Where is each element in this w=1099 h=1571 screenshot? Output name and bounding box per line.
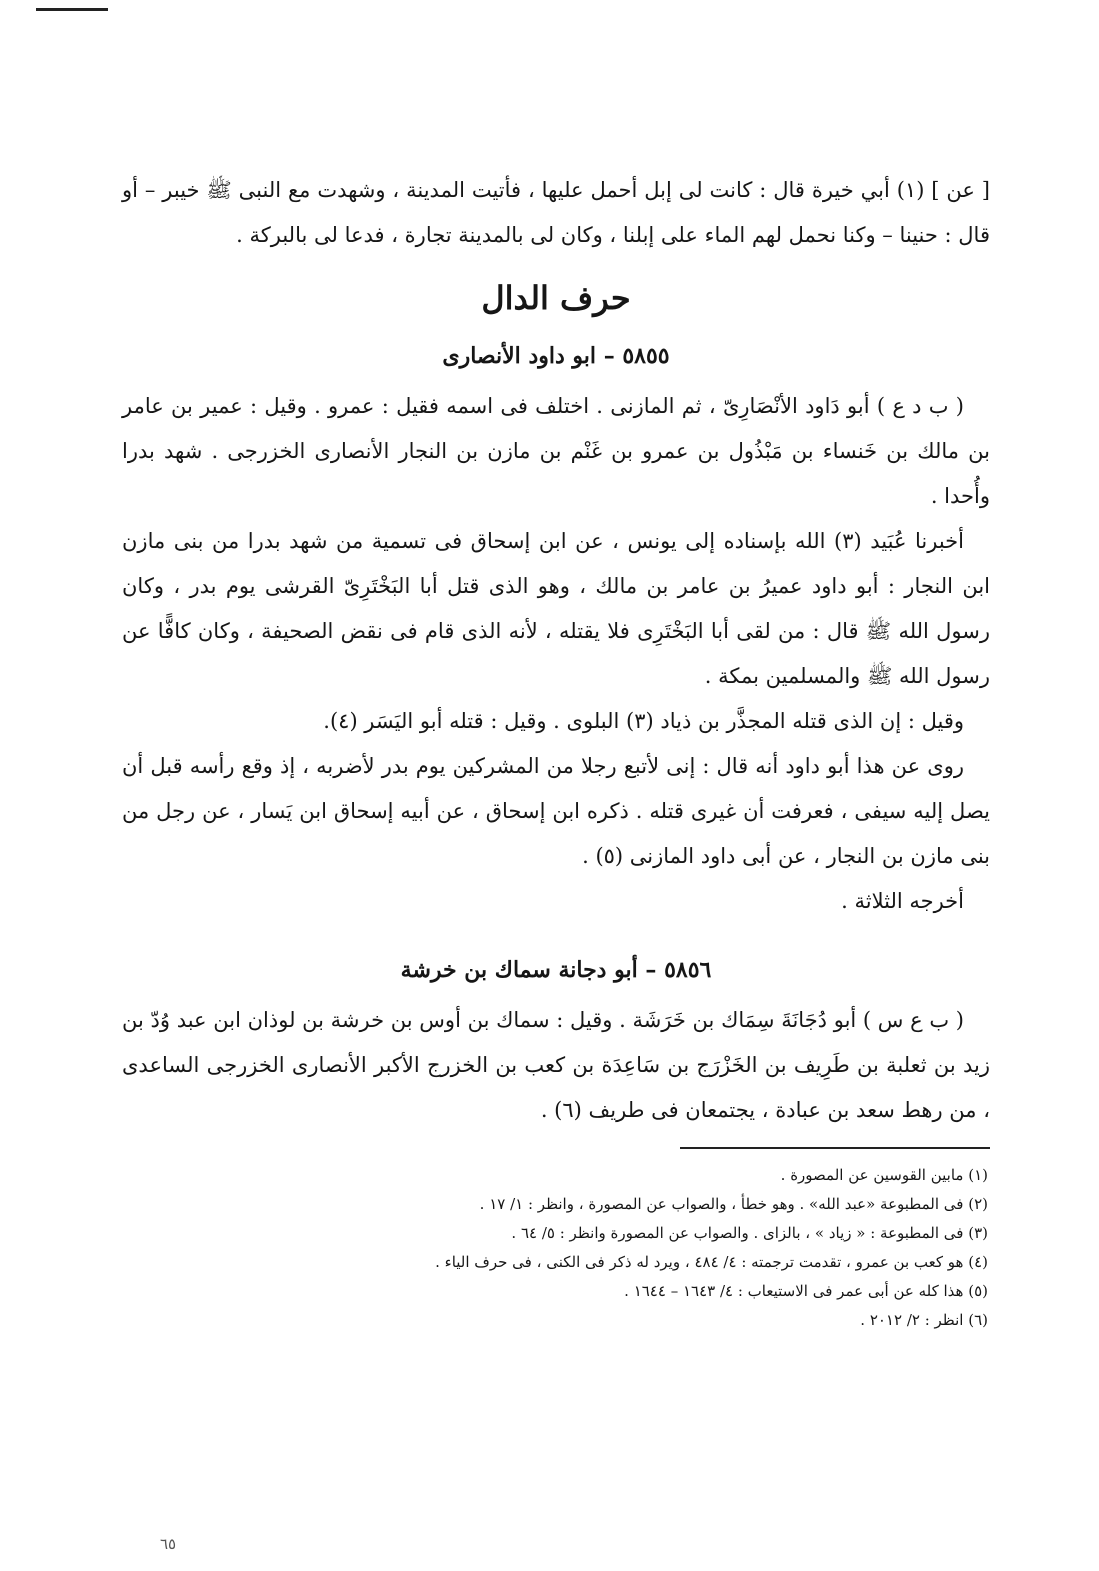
section-spacer <box>122 924 990 944</box>
footnote-1: (١) مابين القوسين عن المصورة . <box>780 1166 988 1184</box>
entry-5855-paragraph-1: ( ب د ع ) أبو دَاود الأنْصَارِىّ ، ثم المازنى . اختلف فى اسمه فقيل : عمرو . وقيل : عمير بن عامر بن مالك بن خَنساء بن مَبْذُول بن عمرو بن غَنْم بن مازن بن النجار الأنصارى الخزرجى . شهد بدرا وأُحدا . <box>122 394 990 508</box>
footnote-divider <box>680 1147 990 1149</box>
entry-heading-5855: ٥٨٥٥ – ابو داود الأنصارى <box>442 343 670 369</box>
entry-5855-paragraph-4: روى عن هذا أبو داود أنه قال : إنى لأتبع رجلا من المشركين يوم بدر لأضربه ، إذ وقع رأسه قبل أن يصل إليه سيفى ، فعرفت أن غيرى قتله . ذكره ابن إسحاق ، عن أبيه إسحاق ابن يَسار ، عن رجل من بنى مازن بن النجار ، عن أبى داود المازنى (٥) . <box>122 754 990 868</box>
footnote-4: (٤) هو كعب بن عمرو ، تقدمت ترجمته : ٤/ ٤٨٤ ، ويرد له ذكر فى الكنى ، فى حرف الياء . <box>435 1253 988 1271</box>
footnote-2: (٢) فى المطبوعة «عبد الله» . وهو خطأ ، والصواب عن المصورة ، وانظر : ١/ ١٧ . <box>479 1195 988 1213</box>
intro-paragraph: [ عن ] (١) أبي خيرة قال : كانت لى إبل أحمل عليها ، فأتيت المدينة ، وشهدت مع النبى ﷺ خيبر – أو قال : حنينا – وكنا نحمل لهم الماء على إبلنا ، وكان لى بالمدينة تجارة ، فدعا لى بالبركة . <box>122 178 990 247</box>
book-page <box>122 168 990 1335</box>
footnote-6: (٦) انظر : ٢/ ٢٠١٢ . <box>860 1311 988 1329</box>
entry-5855-paragraph-5: أخرجه الثلاثة . <box>841 889 964 913</box>
entry-5856-paragraph-1: ( ب ع س ) أبو دُجَانَةَ سِمَاك بن خَرَشَة . وقيل : سماك بن أوس بن خرشة بن لوذان ابن عبد وُدّ بن زيد بن ثعلبة بن طَرِيف بن الخَزْرَج بن سَاعِدَة بن كعب بن الخزرج الأكبر الأنصارى الخزرجى الساعدى ، من رهط سعد بن عبادة ، يجتمعان فى طريف (٦) . <box>122 1008 990 1122</box>
scan-edge-mark <box>36 8 108 11</box>
entry-5855-paragraph-3: وقيل : إن الذى قتله المجذَّر بن ذياد (٣) البلوى . وقيل : قتله أبو اليَسَر (٤). <box>323 709 964 733</box>
section-heading: حرف الدال <box>481 279 631 317</box>
entry-5855-paragraph-2: أخبرنا عُبَيد (٣) الله بإسناده إلى يونس ، عن ابن إسحاق فى تسمية من شهد بدرا من بنى مازن ابن النجار : أبو داود عميرُ بن عامر بن مالك ، وهو الذى قتل أبا البَخْتَرِىّ القرشى يوم بدر ، وكان رسول الله ﷺ قال : من لقى أبا البَخْتَرِى فلا يقتله ، لأنه الذى قام فى نقض الصحيفة ، وكان كافًّا عن رسول الله ﷺ والمسلمين بمكة . <box>122 529 990 688</box>
footnote-5: (٥) هذا كله عن أبى عمر فى الاستيعاب : ٤/ ١٦٤٣ – ١٦٤٤ . <box>624 1282 988 1300</box>
page-number: ٦٥ <box>160 1535 177 1553</box>
footnote-3: (٣) فى المطبوعة : « زياد » ، بالزاى . والصواب عن المصورة وانظر : ٥/ ٦٤ . <box>511 1224 988 1242</box>
footnotes <box>122 1161 990 1335</box>
entry-heading-5856: ٥٨٥٦ – أبو دجانة سماك بن خرشة <box>400 957 712 983</box>
